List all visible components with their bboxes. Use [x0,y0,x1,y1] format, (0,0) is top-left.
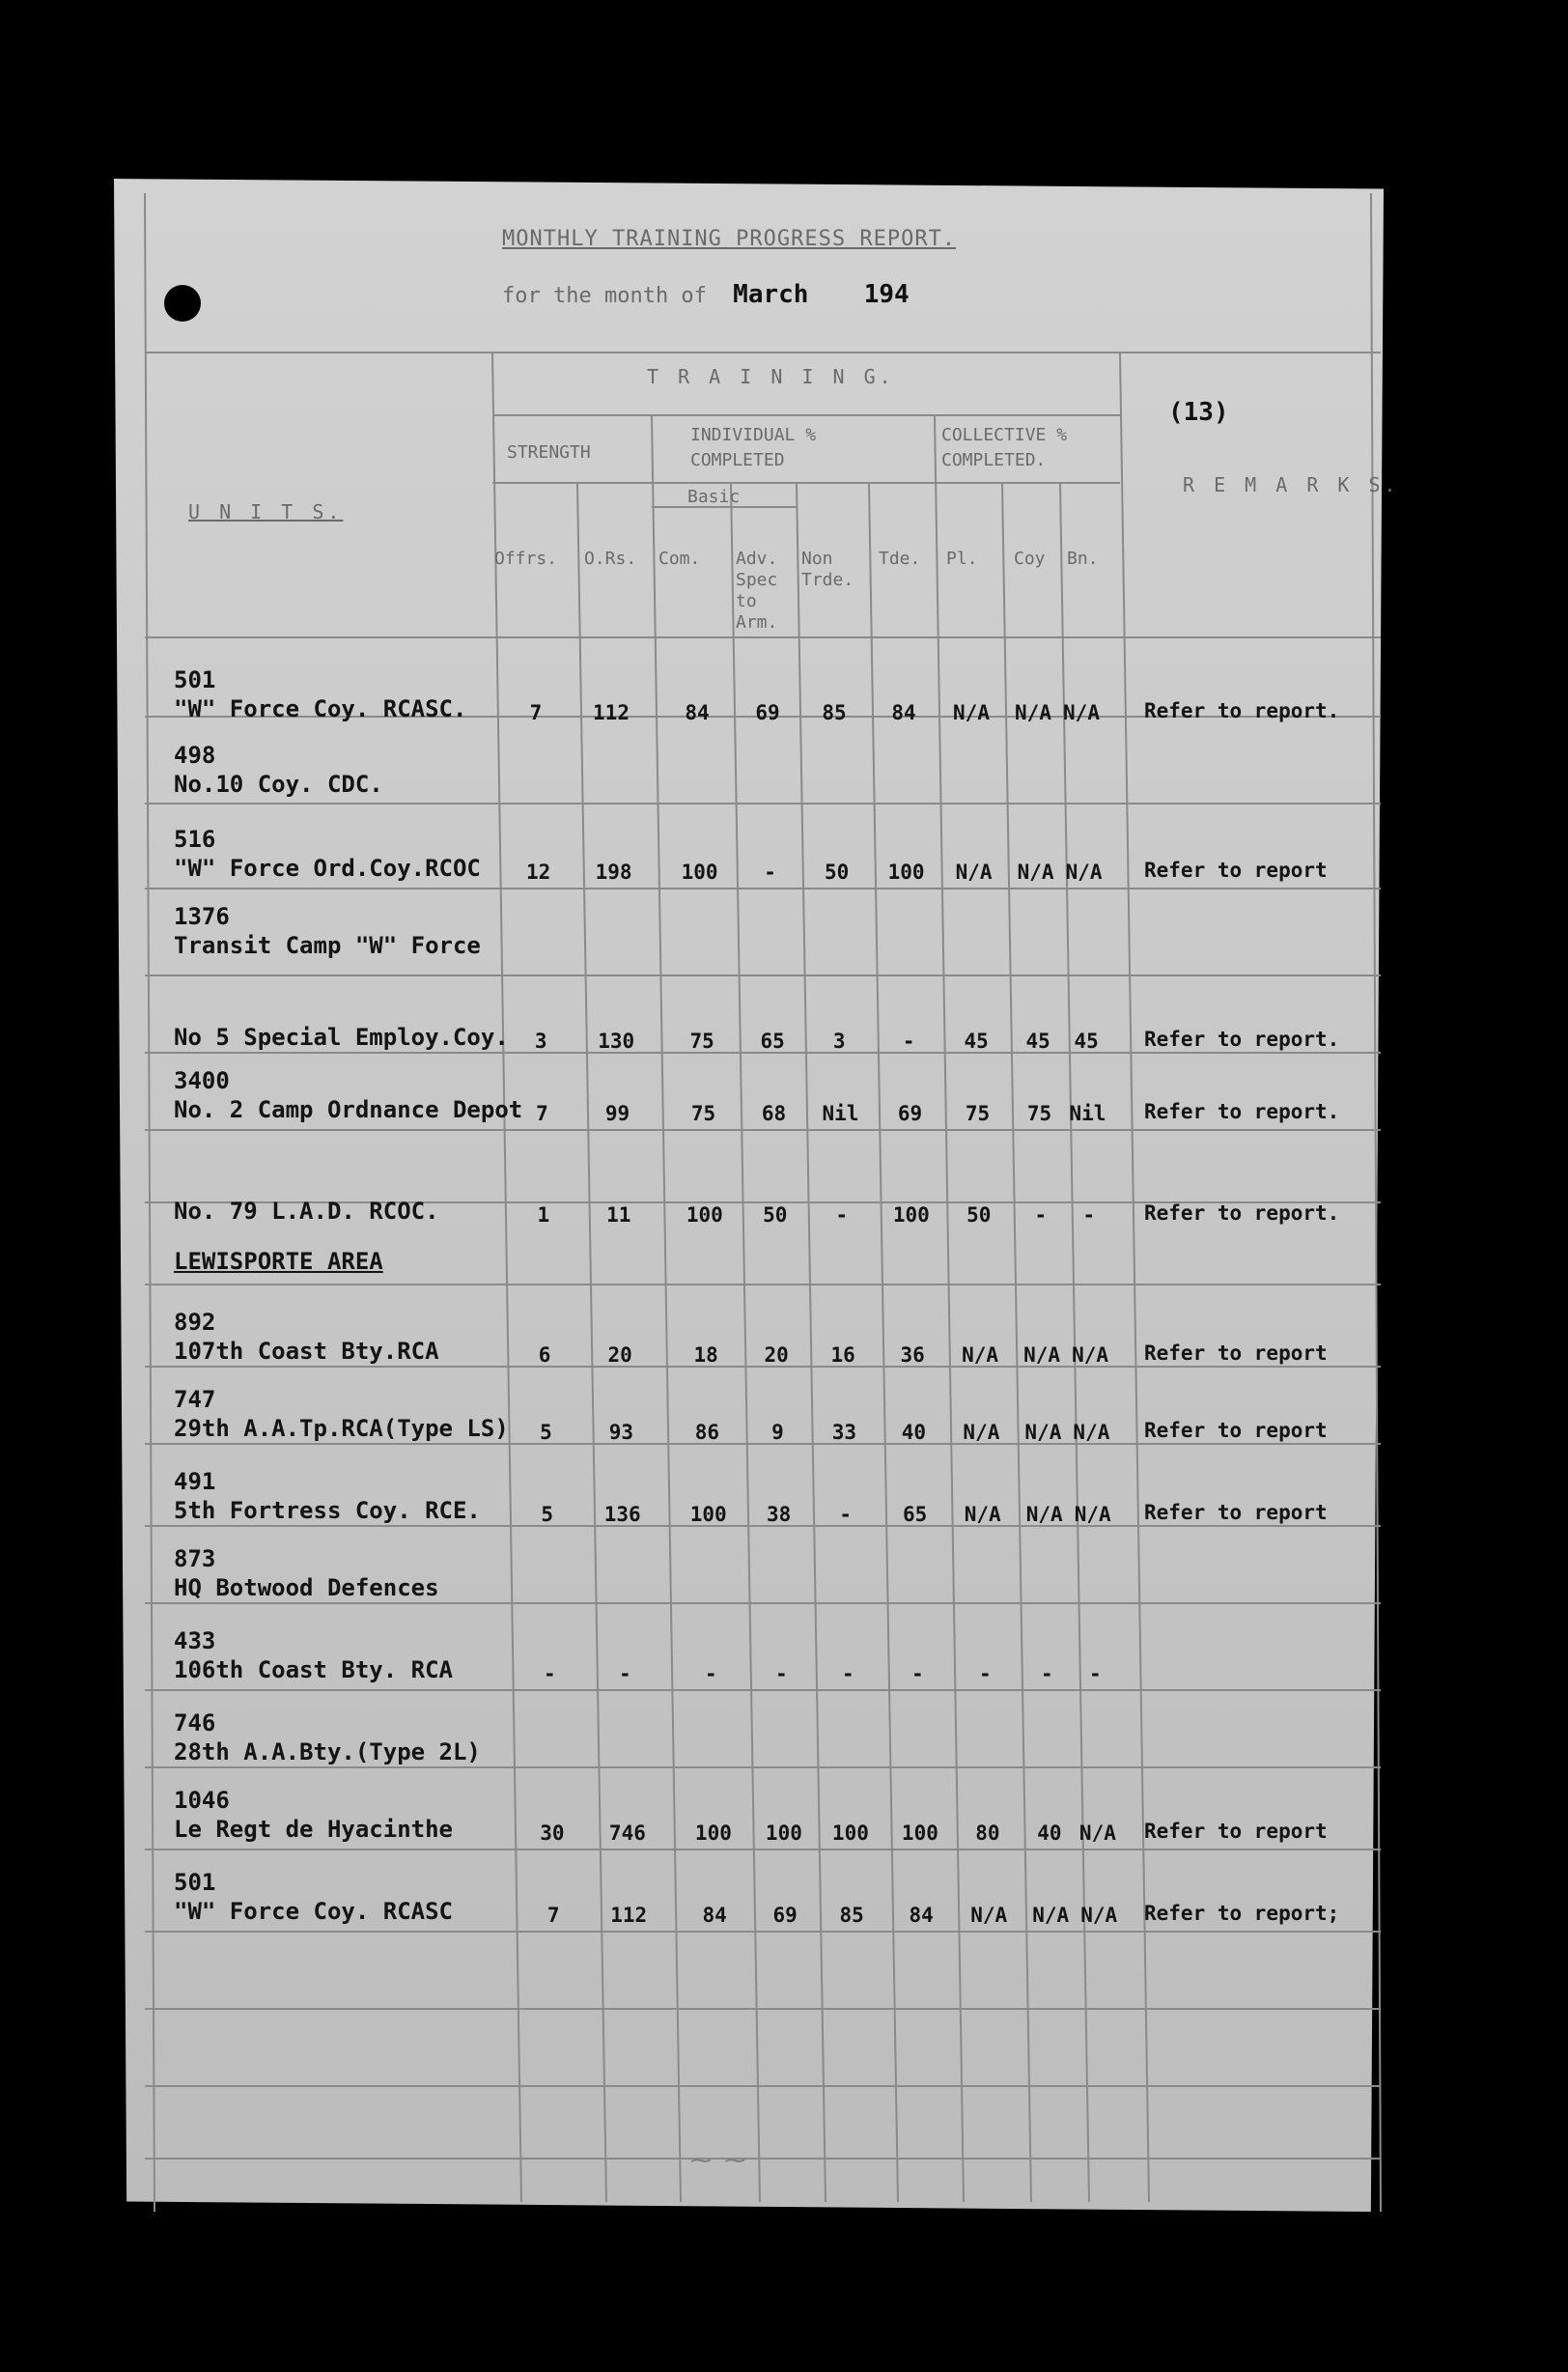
cell-value: 20 [607,1343,632,1367]
cell-value: N/A [1032,1904,1070,1927]
unit-number: 501 [174,666,216,693]
col-bn: Bn. [1067,549,1099,569]
cell-value: N/A [962,1343,999,1367]
remark-text: Refer to report [1144,1501,1328,1524]
cell-value: 100 [694,1821,732,1845]
cell-value: 65 [760,1030,785,1053]
cell-value: 100 [892,1203,930,1227]
unit-number: 747 [174,1386,216,1413]
cell-value: 80 [975,1821,1000,1845]
unit-name: "W" Force Coy. RCASC [174,1898,453,1925]
cell-value: 50 [966,1203,992,1227]
cell-value: 33 [831,1421,857,1444]
col-ors: O.Rs. [584,549,637,569]
cell-value: 84 [891,701,916,724]
cell-value: 3 [832,1030,846,1053]
cell-value: 5 [540,1421,552,1444]
cell-value: N/A [1024,1421,1062,1444]
remark-text: Refer to report [1144,1820,1328,1843]
cell-value: 7 [536,1102,548,1125]
cell-value: N/A [1023,1343,1061,1367]
cell-value: 100 [686,1203,723,1227]
cell-value: - [774,1662,788,1685]
cell-value: 3 [534,1030,547,1053]
cell-value: 12 [525,861,551,884]
cell-value: - [1082,1203,1096,1227]
unit-name: 29th A.A.Tp.RCA(Type LS) [174,1415,509,1442]
cell-value: 69 [897,1102,923,1125]
cell-value: 112 [610,1904,648,1927]
remark-text: Refer to report. [1144,699,1340,722]
unit-name: "W" Force Ord.Coy.RCOC [174,855,481,882]
cell-value: 50 [763,1203,788,1227]
cell-value: Nil [1069,1102,1106,1125]
cell-value: 100 [887,861,925,884]
cell-value: 9 [771,1421,784,1444]
cell-value: 198 [595,861,632,884]
cell-value: N/A [1017,861,1054,884]
month-value: March [733,280,809,309]
cell-value: 75 [1026,1102,1052,1125]
cell-value: 16 [830,1343,855,1367]
cell-value: 69 [772,1904,798,1927]
remarks-heading: R E M A R K S. [1183,473,1400,496]
cell-value: N/A [953,701,990,724]
unit-number: 516 [174,826,216,853]
unit-number: 433 [174,1627,216,1654]
cell-value: 86 [694,1421,720,1444]
cell-value: 84 [909,1904,934,1927]
cell-value: - [543,1662,556,1685]
unit-name: 28th A.A.Bty.(Type 2L) [174,1738,481,1765]
unit-name: 5th Fortress Coy. RCE. [174,1497,481,1524]
col-com: Com. [658,549,701,569]
unit-number: 501 [174,1869,216,1896]
cell-value: - [618,1662,631,1685]
unit-name: 106th Coast Bty. RCA [174,1656,453,1683]
cell-value: N/A [1074,1503,1111,1526]
area-heading: LEWISPORTE AREA [174,1248,383,1275]
cell-value: 45 [1074,1030,1099,1053]
cell-value: - [704,1662,717,1685]
month-prefix: for the month of [502,284,707,308]
unit-name: No 5 Special Employ.Coy. [174,1024,509,1051]
unit-number: 746 [174,1709,216,1737]
unit-number: 873 [174,1545,216,1572]
cell-value: 36 [900,1343,925,1367]
col-adv-spec: Adv. Spec to Arm. [736,549,778,633]
cell-value: N/A [1073,1421,1110,1444]
unit-name: Le Regt de Hyacinthe [174,1816,453,1843]
remark-text: Refer to report [1144,1341,1328,1365]
remark-text: Refer to report [1144,859,1328,882]
basic-heading: Basic [687,487,741,507]
cell-value: 84 [685,701,710,724]
cell-value: 68 [761,1102,787,1125]
cell-value: - [841,1662,854,1685]
col-tde: Tde. [879,549,921,569]
cell-value: 69 [755,701,780,724]
cell-value: N/A [1063,701,1100,724]
cell-value: 85 [822,701,847,724]
training-heading: T R A I N I N G. [647,365,895,388]
cell-value: 7 [529,701,543,724]
col-offrs: Offrs. [494,549,558,569]
cell-value: 84 [702,1904,727,1927]
cell-value: N/A [1025,1503,1063,1526]
cell-value: N/A [964,1503,1001,1526]
col-pl: Pl. [946,549,978,569]
year-value: 194 [863,280,910,309]
cell-value: 112 [593,701,630,724]
cell-value: N/A [1078,1821,1116,1845]
cell-value: - [910,1662,924,1685]
cell-value: 40 [1037,1821,1062,1845]
cell-value: 99 [604,1102,630,1125]
individual-heading: INDIVIDUAL % COMPLETED [690,425,817,470]
cell-value: 65 [903,1503,928,1526]
cell-value: 75 [690,1102,716,1125]
remark-text: Refer to report. [1144,1100,1340,1123]
cell-value: 130 [598,1030,635,1053]
cell-value: 85 [839,1904,864,1927]
cell-value: 1 [537,1203,550,1227]
units-heading: U N I T S. [188,500,344,523]
cell-value: N/A [1080,1904,1118,1927]
unit-name: No.10 Coy. CDC. [174,771,383,798]
cell-value: N/A [1065,861,1103,884]
page-number: (13) [1168,398,1229,427]
cell-value: Nil [822,1102,859,1125]
remark-text: Refer to report; [1144,1902,1340,1925]
unit-number: 491 [174,1468,216,1495]
unit-name: No. 79 L.A.D. RCOC. [174,1198,439,1225]
cell-value: - [1040,1662,1053,1685]
cell-value: N/A [1072,1343,1109,1367]
unit-number: 892 [174,1309,216,1336]
unit-number: 1046 [174,1787,230,1814]
month-line [502,280,938,309]
report-title: MONTHLY TRAINING PROGRESS REPORT. [502,227,957,251]
cell-value: 75 [689,1030,714,1053]
cell-value: 7 [546,1904,560,1927]
cell-value: N/A [970,1904,1008,1927]
unit-number: 498 [174,742,216,769]
col-coy: Coy [1014,549,1046,569]
unit-name: "W" Force Coy. RCASC. [174,695,467,722]
cell-value: 40 [901,1421,927,1444]
cell-value: - [764,861,776,884]
cell-value: 136 [603,1503,641,1526]
cell-value: 75 [965,1102,991,1125]
cell-value: 50 [824,861,850,884]
cell-value: 100 [831,1821,869,1845]
unit-number: 3400 [174,1067,230,1094]
cell-value: 45 [964,1030,989,1053]
cell-value: 93 [608,1421,634,1444]
collective-heading: COLLECTIVE % COMPLETED. [941,425,1068,470]
cell-value: 11 [606,1203,631,1227]
cell-value: - [839,1503,853,1526]
faint-stamp: ⁓ ⁓ [690,2149,746,2173]
cell-value: 18 [693,1343,718,1367]
cell-value: - [1034,1203,1048,1227]
cell-value: 30 [540,1821,565,1845]
cell-value: 100 [681,861,718,884]
cell-value: 6 [538,1343,551,1367]
cell-value: - [1088,1662,1102,1685]
cell-value: 38 [767,1503,792,1526]
unit-number: 1376 [174,903,230,930]
cell-value: N/A [1015,701,1051,724]
cell-value: 45 [1025,1030,1050,1053]
cell-value: - [835,1203,849,1227]
unit-name: 107th Coast Bty.RCA [174,1338,439,1365]
cell-value: 746 [608,1821,646,1845]
remark-text: Refer to report. [1144,1028,1340,1051]
cell-value: - [978,1662,992,1685]
unit-name: No. 2 Camp Ordnance Depot [174,1096,523,1123]
remark-text: Refer to report [1144,1419,1328,1442]
cell-value: N/A [963,1421,1000,1444]
cell-value: 100 [689,1503,727,1526]
remark-text: Refer to report. [1144,1201,1340,1225]
cell-value: 100 [901,1821,938,1845]
cell-value: N/A [955,861,993,884]
cell-value: 20 [764,1343,789,1367]
strength-heading: STRENGTH [507,442,591,463]
cell-value: - [902,1030,915,1053]
col-non-trde: Non Trde. [801,549,854,590]
cell-value: 5 [541,1503,554,1526]
unit-name: Transit Camp "W" Force [174,932,481,959]
cell-value: 100 [765,1821,802,1845]
unit-name: HQ Botwood Defences [174,1574,439,1601]
